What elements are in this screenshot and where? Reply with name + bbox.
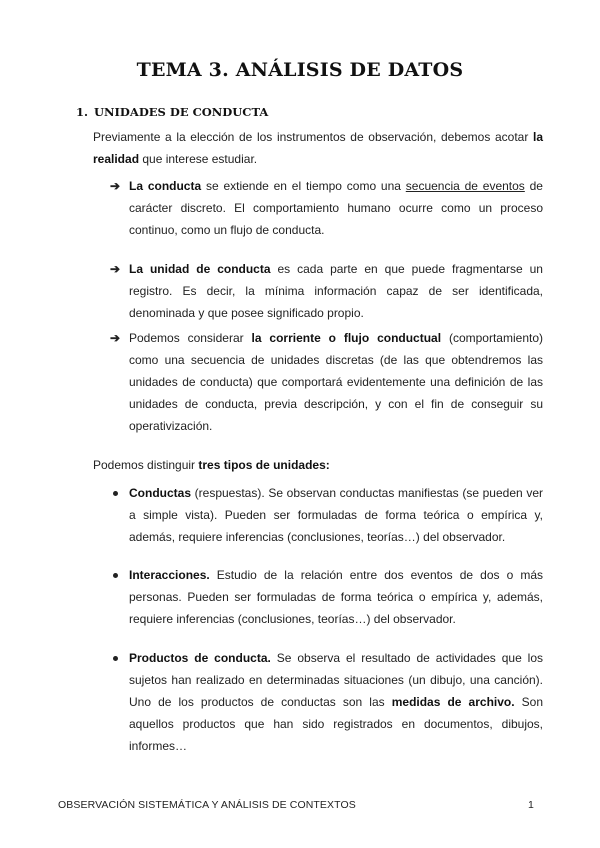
bullet-icon bbox=[113, 573, 118, 578]
intro-bold: la realidad bbox=[93, 130, 543, 166]
footer-title: OBSERVACIÓN SISTEMÁTICA Y ANÁLISIS DE CONTEXTOS bbox=[58, 799, 356, 811]
bullet-item-bold-2: medidas de archivo. bbox=[391, 695, 515, 709]
bullet-icon bbox=[113, 656, 118, 661]
arrow-icon: ➔ bbox=[110, 262, 121, 276]
bullet-list-3 bbox=[111, 647, 543, 757]
bullet-item-bold: Interacciones. bbox=[129, 568, 210, 582]
bullet-item-productos bbox=[111, 647, 543, 757]
bullet-icon bbox=[113, 491, 118, 496]
arrow-item-text: se extiende en el tiempo como una bbox=[201, 179, 406, 193]
arrow-item-bold: La unidad de conducta bbox=[129, 262, 271, 276]
bullet-item-interacciones bbox=[111, 564, 543, 630]
intro-text: Previamente a la elección de los instrumentos de observación, debemos acotar bbox=[93, 130, 533, 144]
bullet-list-1 bbox=[111, 482, 543, 548]
arrow-item-text-end: de carácter discreto. El comportamiento humano ocurre como un proceso continuo, como un flujo de conducta. bbox=[129, 179, 543, 237]
arrow-icon: ➔ bbox=[110, 331, 121, 345]
page-number: 1 bbox=[528, 799, 534, 811]
arrow-item-text-end: (comportamiento) como una secuencia de unidades discretas (de las que obtendremos las unidades de conducta) que comportará evidentemente una definición de las unidades de conducta, previa descripción, y con el fin de conseguir su operativización. bbox=[129, 331, 543, 433]
types-intro-text: Podemos distinguir bbox=[93, 458, 199, 472]
types-intro bbox=[93, 454, 330, 476]
arrow-item-flujo bbox=[110, 327, 543, 437]
intro-text-end: que interese estudiar. bbox=[139, 152, 258, 166]
types-intro-bold: tres tipos de unidades: bbox=[198, 458, 330, 472]
arrow-item-unidad bbox=[110, 258, 543, 324]
arrow-item-underline: secuencia de eventos bbox=[405, 179, 525, 193]
section-number: 1. bbox=[76, 105, 89, 119]
intro-paragraph bbox=[93, 126, 543, 170]
bullet-item-bold: Conductas bbox=[129, 486, 192, 500]
arrow-icon: ➔ bbox=[110, 179, 121, 193]
bullet-item-bold: Productos de conducta. bbox=[129, 651, 271, 665]
bullet-list-2 bbox=[111, 564, 543, 630]
page-title: TEMA 3. ANÁLISIS DE DATOS bbox=[136, 59, 464, 81]
section-heading-text: UNIDADES DE CONDUCTA bbox=[94, 105, 269, 119]
arrow-item-conducta bbox=[110, 175, 543, 241]
bullet-item-text: Estudio de la relación entre dos eventos de dos o más personas. Pueden ser formuladas de forma teórica o empírica y, además, requiere inferencias (conclusiones, teorías…) del observador. bbox=[129, 568, 543, 626]
bullet-item-text-end: Son aquellos productos que han sido registrados en documentos, dibujos, informes… bbox=[129, 695, 544, 753]
bullet-item-conductas bbox=[111, 482, 543, 548]
arrow-item-text: es cada parte en que puede fragmentarse un registro. Es decir, la mínima información capaz de ser identificada, denominada y que posee significado propio. bbox=[129, 262, 543, 320]
arrow-item-bold: la corriente o flujo conductual bbox=[251, 331, 442, 345]
arrow-list-1 bbox=[110, 175, 543, 241]
arrow-list-3 bbox=[110, 327, 543, 437]
arrow-list-2 bbox=[110, 258, 543, 324]
arrow-item-text: Podemos considerar bbox=[129, 331, 252, 345]
arrow-item-bold: La conducta bbox=[129, 179, 202, 193]
section-heading bbox=[76, 101, 268, 123]
bullet-item-text: (respuestas). Se observan conductas manifiestas (se pueden ver a simple vista). Pueden ser formuladas de forma teórica o empírica y, además, requiere inferencias (conclusiones, teorías…) del observador. bbox=[129, 486, 543, 544]
bullet-item-text: Se observa el resultado de actividades que los sujetos han realizado en determinadas situaciones (un dibujo, una canción). Uno de los productos de conductas son las bbox=[129, 651, 543, 709]
